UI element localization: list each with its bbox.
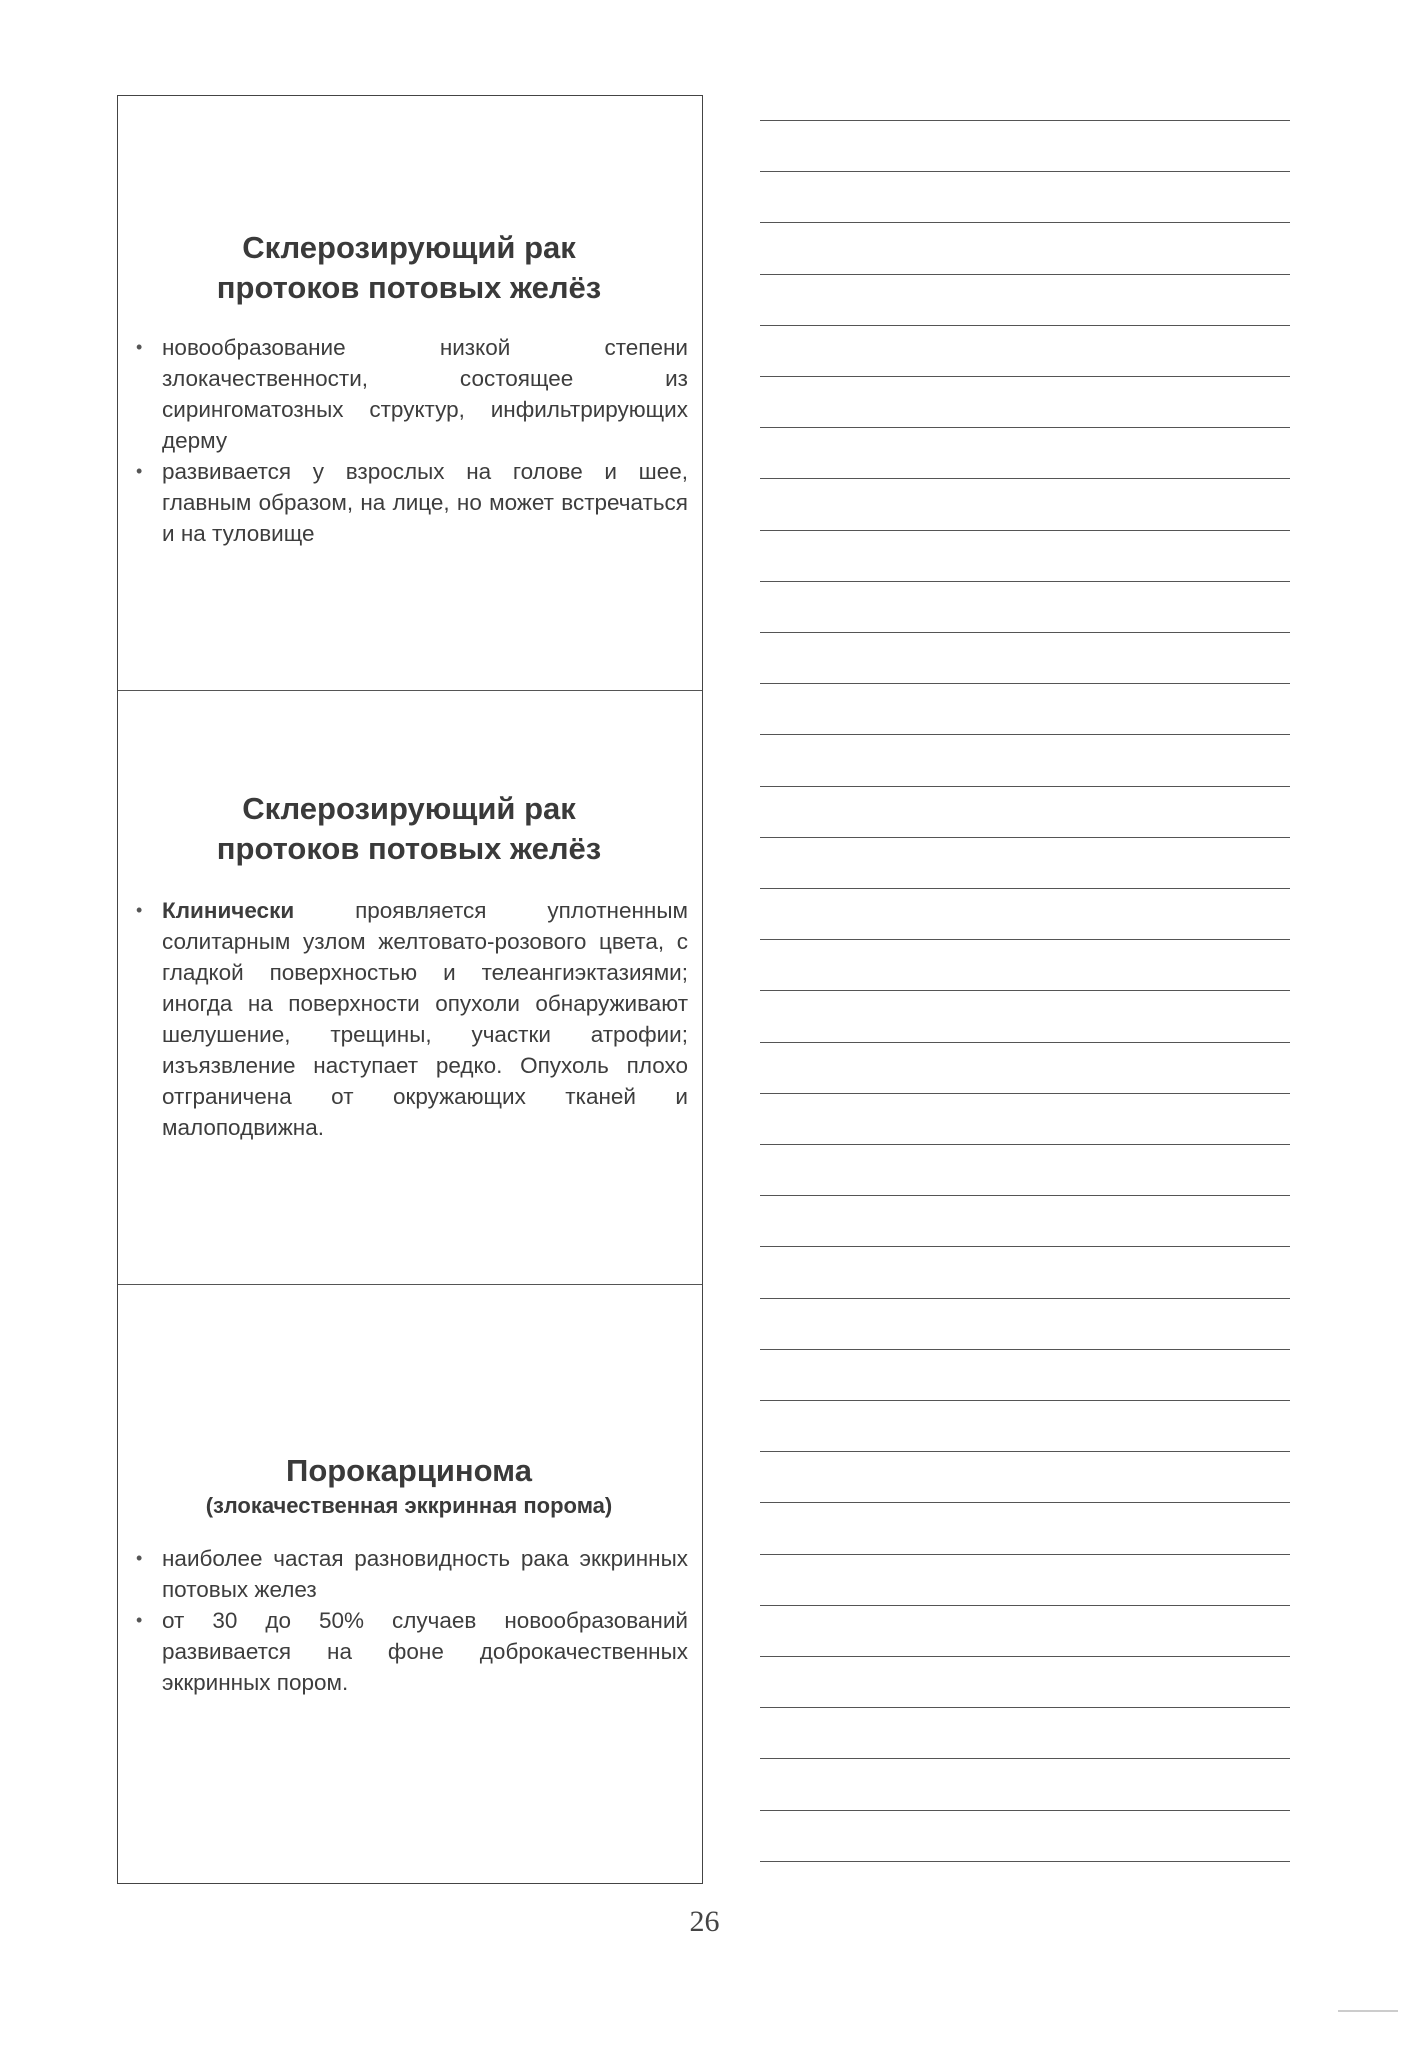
bullet-item: • наиболее частая разновидность рака эккринных потовых желез — [162, 1543, 688, 1605]
note-line — [760, 1810, 1290, 1811]
bullet-item: • от 30 до 50% случаев новообразований развивается на фоне доброкачественных эккринных пором. — [162, 1605, 688, 1698]
note-line — [760, 376, 1290, 377]
note-line — [760, 581, 1290, 582]
note-line — [760, 734, 1290, 735]
page-number: 26 — [689, 1905, 720, 1938]
slide-sclerosing-carcinoma-1 — [118, 96, 702, 691]
slide-title-line: Склерозирующий рак — [242, 791, 576, 826]
bullet-item — [162, 895, 688, 1143]
slide-subtitle: (злокачественная эккринная порома) — [205, 1493, 613, 1518]
note-line — [760, 1400, 1290, 1401]
note-line — [760, 939, 1290, 940]
slide-title-line: протоков потовых желёз — [216, 831, 602, 866]
note-line — [760, 1451, 1290, 1452]
scan-mark — [1338, 2010, 1398, 2012]
note-line — [760, 888, 1290, 889]
note-line — [760, 990, 1290, 991]
note-line — [760, 1195, 1290, 1196]
note-line — [760, 837, 1290, 838]
note-line — [760, 1605, 1290, 1606]
note-line — [760, 530, 1290, 531]
note-line — [760, 632, 1290, 633]
note-line — [760, 120, 1290, 121]
note-line — [760, 1093, 1290, 1094]
note-line — [760, 274, 1290, 275]
slide-porocarcinoma — [118, 1285, 702, 1883]
note-line — [760, 1861, 1290, 1862]
note-line — [760, 478, 1290, 479]
note-line — [760, 1298, 1290, 1299]
bullet-item: • новообразование низкой степени злокачественности, состоящее из сирингоматозных структур, инфильтрирующих дерму — [162, 332, 688, 456]
note-line — [760, 1502, 1290, 1503]
slide-sclerosing-carcinoma-2 — [118, 691, 702, 1285]
note-line — [760, 1349, 1290, 1350]
slide-title-line: протоков потовых желёз — [216, 270, 602, 305]
bullet-list — [130, 895, 688, 1143]
note-line — [760, 786, 1290, 787]
slide-title — [130, 228, 688, 308]
slide-title-line: Склерозирующий рак — [242, 230, 576, 265]
note-line — [760, 1144, 1290, 1145]
bullet-text: проявляется уплотненным солитарным узлом желтовато-розового цвета, с гладкой поверхностью и телеангиэктазиями; иногда на поверхности опухоли обнаруживают шелушение, трещины, участки атрофии; изъязвление наступает редко. Опухоль плохо отграничена от окружающих тканей и малоподвижна. — [162, 898, 688, 1140]
note-line — [760, 1554, 1290, 1555]
note-line — [760, 1758, 1290, 1759]
note-line — [760, 1042, 1290, 1043]
note-line — [760, 171, 1290, 172]
slides-column — [117, 95, 703, 1884]
note-line — [760, 683, 1290, 684]
bullet-keyword: Клинически — [162, 898, 295, 923]
bullet-list — [130, 1543, 688, 1698]
note-line — [760, 1656, 1290, 1657]
note-line — [760, 222, 1290, 223]
note-line — [760, 1246, 1290, 1247]
bullet-list — [130, 332, 688, 549]
slide-title — [130, 789, 688, 869]
slide-title: Порокарцинома — [286, 1453, 532, 1488]
bullet-item: • развивается у взрослых на голове и шее, главным образом, на лице, но может встречаться и на туловище — [162, 456, 688, 549]
note-line — [760, 427, 1290, 428]
note-line — [760, 325, 1290, 326]
note-line — [760, 1707, 1290, 1708]
